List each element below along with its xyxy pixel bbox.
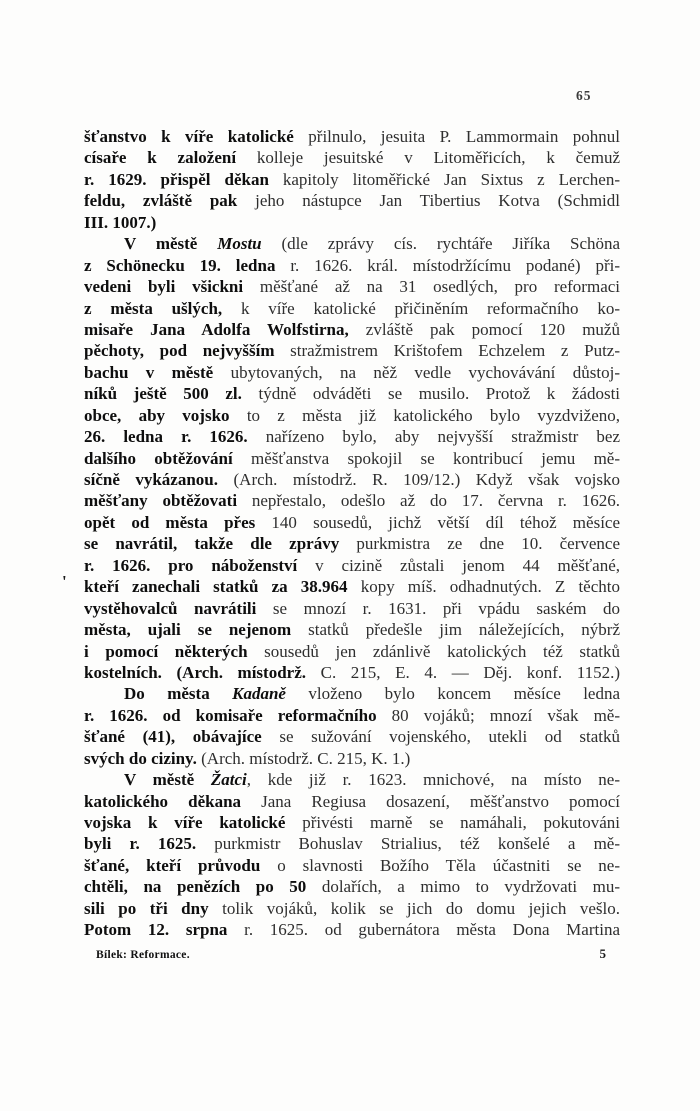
text-segment: svých do ciziny. <box>84 748 197 768</box>
text-segment: Potom 12. srpna <box>84 920 228 940</box>
text-line <box>84 126 620 147</box>
stray-ink-mark: ' <box>62 572 67 591</box>
text-segment: vystěhovalců navrátili <box>84 598 257 618</box>
text-segment: chtěli, na penězích po 50 <box>84 877 307 897</box>
text-segment: opět od města přes <box>84 512 256 532</box>
text-segment: pěchoty, pod nejvyšším <box>84 341 275 361</box>
text-line <box>84 833 620 854</box>
text-segment: r. 1626. král. místodržícímu podané) při- <box>290 255 620 275</box>
text-segment: se sužování vojenského, utekli od statků <box>279 727 621 747</box>
text-segment: sili po tři dny <box>84 898 209 918</box>
text-segment: dalšího obtěžování <box>84 448 233 468</box>
text-segment: byli r. 1625. <box>84 834 197 854</box>
text-segment: tolik vojáků, kolik se jich do domu jejich vešlo. <box>222 898 620 918</box>
text-line <box>84 619 620 640</box>
text-segment: přivésti marně se namáhali, pokutováni <box>302 813 620 832</box>
text-segment: k víře katolické přičiněním reformačního ko- <box>240 298 621 318</box>
text-segment: r. 1626. od komisaře reformačního <box>84 705 377 725</box>
text-line <box>84 276 620 297</box>
text-line <box>84 490 620 511</box>
text-segment: dolařích, a mimo to vydržovati mu- <box>321 877 620 897</box>
text-line <box>84 147 620 168</box>
text-line <box>84 726 620 747</box>
text-segment: V městě <box>124 234 198 254</box>
text-segment: bachu v městě <box>84 362 214 382</box>
text-segment: Kadaně <box>232 684 286 704</box>
text-line <box>84 555 620 576</box>
text-segment: Do města <box>124 684 210 704</box>
text-line <box>84 748 620 769</box>
text-line <box>84 448 620 469</box>
text-segment: 26. ledna r. 1626. <box>84 427 248 447</box>
text-segment: kapitoly litoměřické Jan Sixtus z Lerchen- <box>282 169 620 189</box>
text-segment: zvláště pak pomocí 120 mužů <box>365 319 620 339</box>
text-segment: V městě <box>124 770 195 790</box>
text-block <box>84 126 620 941</box>
text-segment: 80 vojáků; mnozí však mě- <box>391 705 620 725</box>
text-segment: sousedů jen zdánlivě katolických též statků <box>264 641 621 661</box>
text-segment: města, ujali se nejenom <box>84 620 292 640</box>
footer-book-title: Bílek: Reformace. <box>96 949 190 961</box>
text-line <box>84 641 620 662</box>
text-line <box>84 769 620 790</box>
text-segment: v cizině zůstali jenom 44 měšťané, <box>315 555 621 575</box>
text-segment: nepřestalo, odešlo až do 17. června r. 1626. <box>251 491 621 511</box>
text-segment: šťané (41), obávajíce <box>84 727 262 747</box>
text-segment: misaře Jana Adolfa Wolfstirna, <box>84 319 349 339</box>
text-segment: o slavnosti Božího Těla účastniti se ne- <box>277 855 620 875</box>
text-segment: katolického děkana <box>84 791 242 811</box>
text-line <box>84 683 620 704</box>
text-segment: statků předešle jim náležejících, nýbrž <box>308 620 620 640</box>
text-segment: r. 1626. pro náboženství <box>84 555 298 575</box>
text-line <box>84 212 620 233</box>
text-segment: vedeni byli všickni <box>84 277 244 297</box>
text-line <box>84 362 620 383</box>
text-line <box>84 662 620 683</box>
text-line <box>84 533 620 554</box>
text-line <box>84 512 620 533</box>
text-segment: to z města již katolického bylo vyzdviženo, <box>246 405 620 425</box>
text-line <box>84 876 620 897</box>
text-segment: kteří zanechali statků za 38.964 <box>84 577 348 597</box>
text-line <box>84 855 620 876</box>
text-line <box>84 298 620 319</box>
text-line <box>84 576 620 597</box>
text-segment: měšťany obtěžovati <box>84 491 238 511</box>
text-segment: purkmistr Bohuslav Strialius, též konšelé a mě- <box>214 834 621 854</box>
text-line <box>84 812 620 833</box>
text-segment: C. 215, E. 4. — Děj. konf. 1152.) <box>320 662 621 682</box>
text-segment: Mostu <box>217 234 262 254</box>
text-segment: z města ušlých, <box>84 298 223 318</box>
text-segment: vojska k víře katolické <box>84 813 286 832</box>
text-segment: kopy míš. odhadnutých. Z těchto <box>360 577 620 597</box>
text-line <box>84 169 620 190</box>
text-line <box>84 598 620 619</box>
text-line <box>84 255 620 276</box>
text-segment: se navrátil, takže dle zprávy <box>84 534 340 554</box>
text-segment: purkmistra ze dne 10. července <box>356 534 621 554</box>
text-segment: níků ještě 500 zl. <box>84 384 242 404</box>
text-segment: nařízeno bylo, aby nejvyšší stražmistr bez <box>265 427 621 447</box>
text-line <box>84 233 620 254</box>
text-segment: síčně vykázanou. <box>84 470 219 489</box>
text-segment: šťané, kteří průvodu <box>84 855 261 875</box>
text-segment: Jana Regiusa dosazení, měšťanstvo pomocí <box>261 791 620 811</box>
text-segment: 140 sousedů, jichž větší díl téhož měsíce <box>271 512 621 532</box>
text-line <box>84 190 620 211</box>
text-segment: III. 1007.) <box>84 212 157 232</box>
text-segment: , kde již r. 1623. mnichové, na místo ne- <box>246 770 621 790</box>
text-line <box>84 426 620 447</box>
text-line <box>84 705 620 726</box>
text-line <box>84 319 620 340</box>
page-number: 65 <box>576 88 592 103</box>
text-segment: (Arch. místodrž. R. 109/12.) Když však vojsko <box>233 470 621 489</box>
text-segment: ubytovaných, na něž vedle vychovávání důstoj- <box>230 362 620 382</box>
text-line <box>84 405 620 426</box>
text-segment: vloženo bylo koncem měsíce ledna <box>308 684 621 704</box>
text-segment: se mnozí r. 1631. při vpádu saském do <box>272 598 621 618</box>
text-segment: feldu, zvláště pak <box>84 191 238 211</box>
text-line <box>84 919 620 940</box>
text-segment: r. 1625. od gubernátora města Dona Martina <box>244 920 620 940</box>
text-segment: přilnulo, jesuita P. Lammormain pohnul <box>308 127 620 146</box>
text-line <box>84 340 620 361</box>
text-segment: stražmistrem Krištofem Echzelem z Putz- <box>290 341 621 361</box>
text-segment: i pomocí některých <box>84 641 248 661</box>
text-segment: (Arch. místodrž. C. 215, K. 1.) <box>201 748 411 768</box>
text-segment: měšťané až na 31 osedlých, pro reformaci <box>259 277 621 297</box>
text-segment: měšťanstva spokojil se kontribucí jemu mě- <box>251 448 621 468</box>
text-line <box>84 469 620 490</box>
text-segment: kolleje jesuitské v Litoměřicích, k čemuž <box>256 148 620 168</box>
footer <box>84 946 620 962</box>
text-segment: r. 1629. přispěl děkan <box>84 169 269 189</box>
text-line <box>84 898 620 919</box>
text-line <box>84 791 620 812</box>
text-segment: jeho nástupce Jan Tibertius Kotva (Schmidl <box>255 191 620 211</box>
text-segment: císaře k založení <box>84 148 237 168</box>
footer-sheet-number: 5 <box>599 946 606 961</box>
text-segment: z Schönecku 19. ledna <box>84 255 276 275</box>
text-segment: týdně odváděti se musilo. Protož k žádosti <box>258 384 621 404</box>
text-segment: šťanstvo k víře katolické <box>84 127 294 146</box>
text-segment: obce, aby vojsko <box>84 405 230 425</box>
text-segment: (dle zprávy cís. rychtáře Jiříka Schöna <box>281 234 621 254</box>
text-segment: Žatci <box>210 770 247 790</box>
text-line <box>84 383 620 404</box>
text-segment: kostelních. (Arch. místodrž. <box>84 662 307 682</box>
